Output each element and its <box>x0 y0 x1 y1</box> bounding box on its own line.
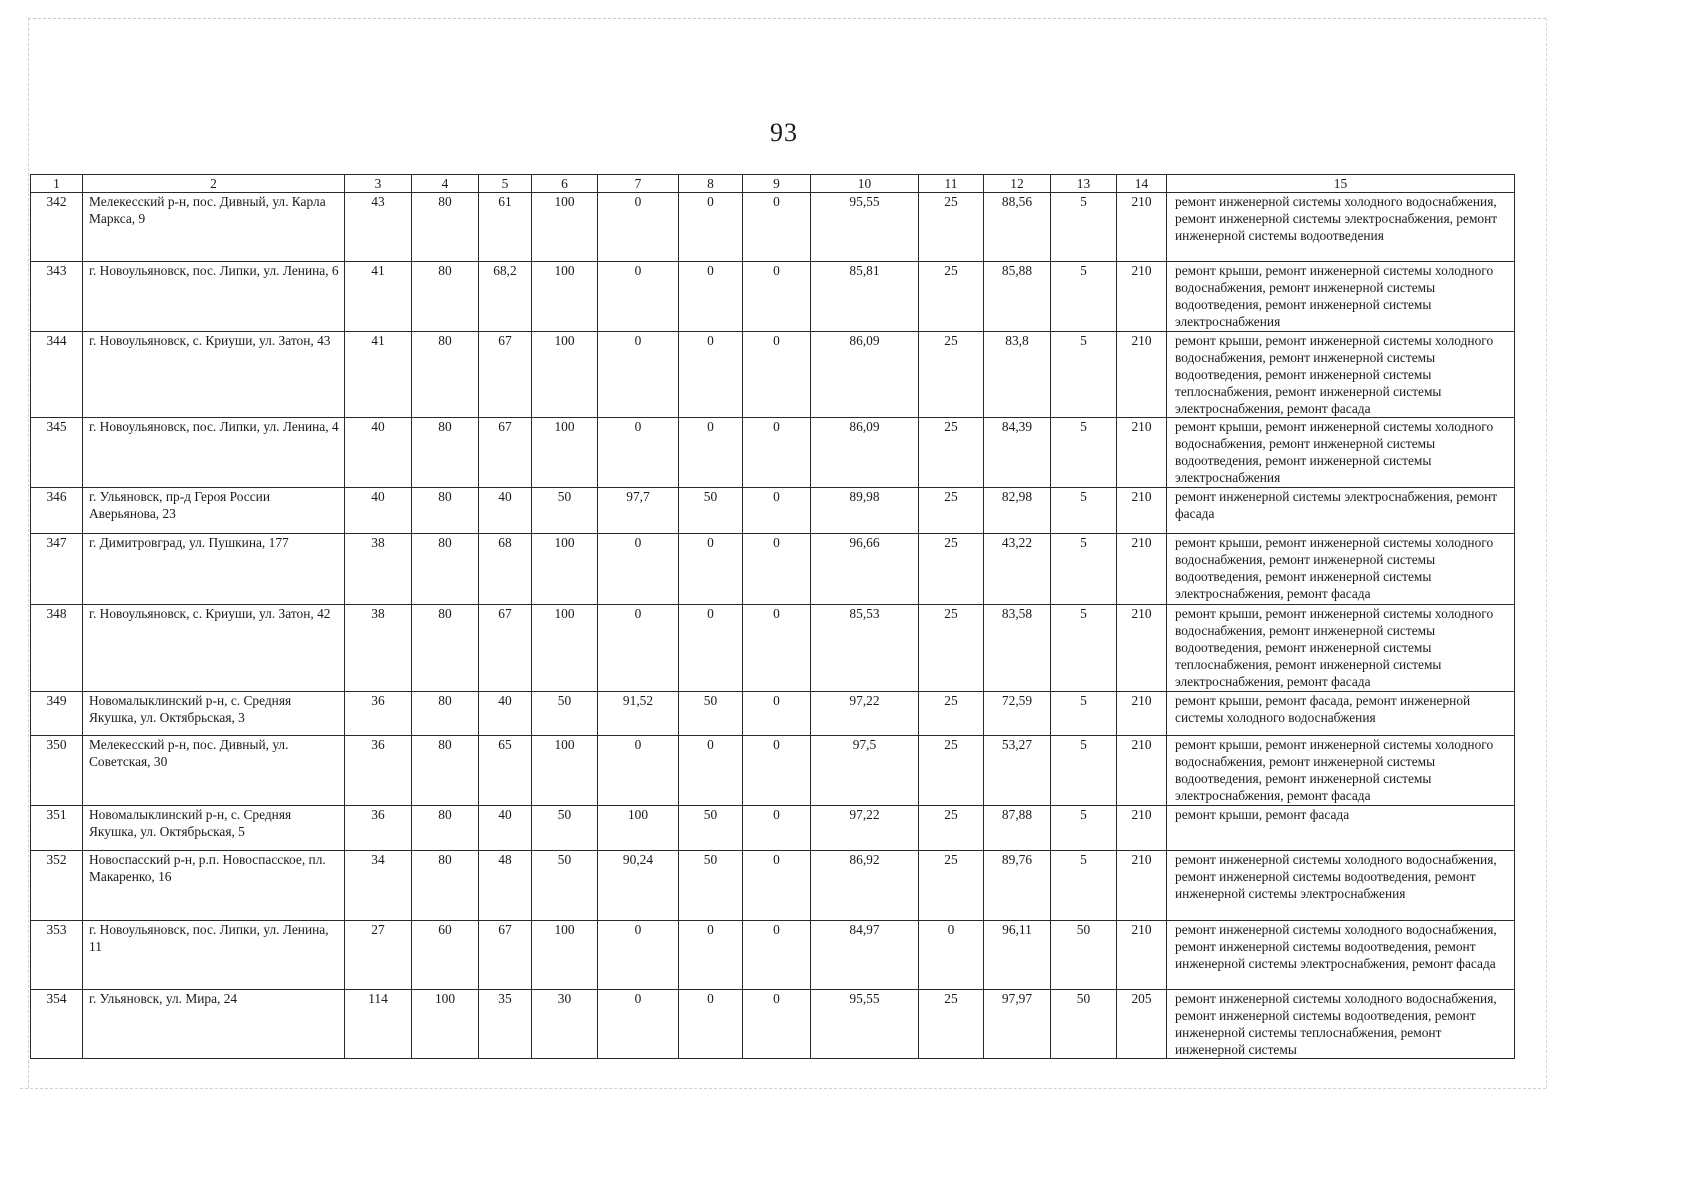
value-cell: 50 <box>679 488 743 534</box>
value-cell: 80 <box>412 534 479 605</box>
value-cell: 89,76 <box>984 851 1051 921</box>
address-cell: Мелекесский р-н, пос. Дивный, ул. Карла Маркса, 9 <box>83 193 345 262</box>
value-cell: 210 <box>1117 418 1167 488</box>
value-cell: 80 <box>412 806 479 851</box>
scan-border-left <box>28 18 29 1088</box>
value-cell: 100 <box>532 921 598 990</box>
value-cell: 91,52 <box>598 692 679 736</box>
value-cell: 40 <box>479 806 532 851</box>
value-cell: 95,55 <box>811 193 919 262</box>
value-cell: 82,98 <box>984 488 1051 534</box>
value-cell: 5 <box>1051 262 1117 332</box>
value-cell: 0 <box>679 736 743 806</box>
value-cell: 5 <box>1051 534 1117 605</box>
row-number: 342 <box>31 193 83 262</box>
address-cell: г. Ульяновск, пр-д Героя России Аверьянова, 23 <box>83 488 345 534</box>
value-cell: 0 <box>598 193 679 262</box>
value-cell: 100 <box>412 990 479 1059</box>
value-cell: 83,8 <box>984 332 1051 418</box>
value-cell: 40 <box>479 692 532 736</box>
value-cell: 210 <box>1117 736 1167 806</box>
row-number: 344 <box>31 332 83 418</box>
row-number: 346 <box>31 488 83 534</box>
value-cell: 210 <box>1117 605 1167 692</box>
value-cell: 72,59 <box>984 692 1051 736</box>
value-cell: 50 <box>1051 990 1117 1059</box>
value-cell: 89,98 <box>811 488 919 534</box>
value-cell: 80 <box>412 332 479 418</box>
table-row <box>31 262 1515 332</box>
value-cell: 5 <box>1051 806 1117 851</box>
value-cell: 0 <box>679 990 743 1059</box>
works-description-cell: ремонт крыши, ремонт фасада, ремонт инженерной системы холодного водоснабжения <box>1167 692 1515 736</box>
value-cell: 90,24 <box>598 851 679 921</box>
value-cell: 25 <box>919 736 984 806</box>
column-header: 1 <box>31 175 83 193</box>
value-cell: 0 <box>598 990 679 1059</box>
value-cell: 67 <box>479 921 532 990</box>
table-row <box>31 692 1515 736</box>
value-cell: 5 <box>1051 851 1117 921</box>
address-cell: Мелекесский р-н, пос. Дивный, ул. Советская, 30 <box>83 736 345 806</box>
value-cell: 25 <box>919 692 984 736</box>
value-cell: 25 <box>919 851 984 921</box>
table-row <box>31 851 1515 921</box>
table-row <box>31 736 1515 806</box>
row-number: 349 <box>31 692 83 736</box>
value-cell: 43,22 <box>984 534 1051 605</box>
value-cell: 41 <box>345 262 412 332</box>
value-cell: 25 <box>919 418 984 488</box>
value-cell: 80 <box>412 851 479 921</box>
value-cell: 95,55 <box>811 990 919 1059</box>
value-cell: 25 <box>919 262 984 332</box>
works-description-cell: ремонт инженерной системы холодного водоснабжения, ремонт инженерной системы водоотведения, ремонт инженерной системы теплоснабжения, ремонт инженерной системы <box>1167 990 1515 1059</box>
value-cell: 100 <box>532 262 598 332</box>
value-cell: 210 <box>1117 262 1167 332</box>
column-header: 9 <box>743 175 811 193</box>
works-description-cell: ремонт крыши, ремонт инженерной системы холодного водоснабжения, ремонт инженерной системы водоотведения, ремонт инженерной системы теплоснабжения, ремонт инженерной системы электроснабжения, ремонт фасада <box>1167 605 1515 692</box>
column-header: 8 <box>679 175 743 193</box>
table-row <box>31 605 1515 692</box>
value-cell: 38 <box>345 534 412 605</box>
value-cell: 50 <box>1051 921 1117 990</box>
value-cell: 43 <box>345 193 412 262</box>
value-cell: 0 <box>598 418 679 488</box>
value-cell: 0 <box>743 806 811 851</box>
value-cell: 25 <box>919 332 984 418</box>
value-cell: 97,22 <box>811 806 919 851</box>
column-header: 3 <box>345 175 412 193</box>
value-cell: 0 <box>743 262 811 332</box>
row-number: 347 <box>31 534 83 605</box>
value-cell: 36 <box>345 736 412 806</box>
value-cell: 0 <box>743 990 811 1059</box>
value-cell: 83,58 <box>984 605 1051 692</box>
row-number: 353 <box>31 921 83 990</box>
address-cell: Новомалыклинский р-н, с. Средняя Якушка, ул. Октябрьская, 3 <box>83 692 345 736</box>
value-cell: 210 <box>1117 534 1167 605</box>
value-cell: 100 <box>532 736 598 806</box>
value-cell: 0 <box>598 921 679 990</box>
value-cell: 53,27 <box>984 736 1051 806</box>
value-cell: 114 <box>345 990 412 1059</box>
value-cell: 68 <box>479 534 532 605</box>
value-cell: 68,2 <box>479 262 532 332</box>
value-cell: 96,66 <box>811 534 919 605</box>
value-cell: 210 <box>1117 488 1167 534</box>
value-cell: 27 <box>345 921 412 990</box>
column-header: 6 <box>532 175 598 193</box>
value-cell: 80 <box>412 736 479 806</box>
address-cell: г. Новоульяновск, пос. Липки, ул. Ленина, 6 <box>83 262 345 332</box>
value-cell: 0 <box>598 534 679 605</box>
column-header: 15 <box>1167 175 1515 193</box>
value-cell: 85,81 <box>811 262 919 332</box>
value-cell: 85,53 <box>811 605 919 692</box>
value-cell: 80 <box>412 193 479 262</box>
works-description-cell: ремонт инженерной системы холодного водоснабжения, ремонт инженерной системы водоотведения, ремонт инженерной системы электроснабжения, ремонт фасада <box>1167 921 1515 990</box>
value-cell: 5 <box>1051 332 1117 418</box>
value-cell: 0 <box>743 534 811 605</box>
scan-border-bottom <box>20 1088 1546 1089</box>
value-cell: 0 <box>679 193 743 262</box>
table-row <box>31 921 1515 990</box>
table-row <box>31 534 1515 605</box>
value-cell: 5 <box>1051 605 1117 692</box>
value-cell: 100 <box>532 193 598 262</box>
value-cell: 100 <box>532 418 598 488</box>
table-row <box>31 806 1515 851</box>
value-cell: 40 <box>479 488 532 534</box>
row-number: 345 <box>31 418 83 488</box>
value-cell: 100 <box>598 806 679 851</box>
value-cell: 0 <box>743 851 811 921</box>
works-description-cell: ремонт крыши, ремонт инженерной системы холодного водоснабжения, ремонт инженерной системы водоотведения, ремонт инженерной системы электроснабжения, ремонт фасада <box>1167 534 1515 605</box>
value-cell: 5 <box>1051 736 1117 806</box>
value-cell: 0 <box>598 605 679 692</box>
value-cell: 38 <box>345 605 412 692</box>
column-header: 12 <box>984 175 1051 193</box>
value-cell: 0 <box>743 736 811 806</box>
value-cell: 25 <box>919 605 984 692</box>
value-cell: 0 <box>743 692 811 736</box>
row-number: 354 <box>31 990 83 1059</box>
registry-table <box>30 174 1515 1059</box>
row-number: 350 <box>31 736 83 806</box>
value-cell: 96,11 <box>984 921 1051 990</box>
value-cell: 34 <box>345 851 412 921</box>
value-cell: 0 <box>743 605 811 692</box>
value-cell: 0 <box>919 921 984 990</box>
value-cell: 41 <box>345 332 412 418</box>
scan-border-top <box>28 18 1546 19</box>
value-cell: 0 <box>679 534 743 605</box>
column-header: 2 <box>83 175 345 193</box>
address-cell: г. Ульяновск, ул. Мира, 24 <box>83 990 345 1059</box>
value-cell: 88,56 <box>984 193 1051 262</box>
value-cell: 86,09 <box>811 332 919 418</box>
value-cell: 50 <box>679 851 743 921</box>
value-cell: 100 <box>532 605 598 692</box>
address-cell: г. Новоульяновск, с. Криуши, ул. Затон, 43 <box>83 332 345 418</box>
value-cell: 5 <box>1051 193 1117 262</box>
value-cell: 97,97 <box>984 990 1051 1059</box>
value-cell: 97,7 <box>598 488 679 534</box>
value-cell: 0 <box>679 921 743 990</box>
value-cell: 210 <box>1117 806 1167 851</box>
address-cell: Новомалыклинский р-н, с. Средняя Якушка, ул. Октябрьская, 5 <box>83 806 345 851</box>
value-cell: 0 <box>598 736 679 806</box>
value-cell: 5 <box>1051 692 1117 736</box>
column-header: 11 <box>919 175 984 193</box>
page-number: 93 <box>770 118 798 147</box>
value-cell: 84,97 <box>811 921 919 990</box>
row-number: 343 <box>31 262 83 332</box>
value-cell: 50 <box>532 851 598 921</box>
value-cell: 80 <box>412 418 479 488</box>
value-cell: 210 <box>1117 193 1167 262</box>
works-description-cell: ремонт крыши, ремонт инженерной системы холодного водоснабжения, ремонт инженерной системы водоотведения, ремонт инженерной системы электроснабжения <box>1167 418 1515 488</box>
value-cell: 80 <box>412 605 479 692</box>
value-cell: 67 <box>479 332 532 418</box>
scan-border-right <box>1546 18 1547 1088</box>
value-cell: 40 <box>345 418 412 488</box>
value-cell: 60 <box>412 921 479 990</box>
column-header: 13 <box>1051 175 1117 193</box>
address-cell: г. Новоульяновск, с. Криуши, ул. Затон, 42 <box>83 605 345 692</box>
address-cell: г. Димитровград, ул. Пушкина, 177 <box>83 534 345 605</box>
value-cell: 50 <box>679 806 743 851</box>
works-description-cell: ремонт инженерной системы электроснабжения, ремонт фасада <box>1167 488 1515 534</box>
value-cell: 65 <box>479 736 532 806</box>
value-cell: 25 <box>919 534 984 605</box>
works-description-cell: ремонт крыши, ремонт инженерной системы холодного водоснабжения, ремонт инженерной системы водоотведения, ремонт инженерной системы электроснабжения <box>1167 262 1515 332</box>
value-cell: 87,88 <box>984 806 1051 851</box>
value-cell: 0 <box>743 193 811 262</box>
value-cell: 80 <box>412 692 479 736</box>
value-cell: 84,39 <box>984 418 1051 488</box>
value-cell: 36 <box>345 692 412 736</box>
value-cell: 36 <box>345 806 412 851</box>
value-cell: 0 <box>679 262 743 332</box>
column-number-row <box>31 175 1515 193</box>
works-description-cell: ремонт крыши, ремонт инженерной системы холодного водоснабжения, ремонт инженерной системы водоотведения, ремонт инженерной системы электроснабжения, ремонт фасада <box>1167 736 1515 806</box>
address-cell: Новоспасский р-н, р.п. Новоспасское, пл. Макаренко, 16 <box>83 851 345 921</box>
value-cell: 30 <box>532 990 598 1059</box>
value-cell: 86,09 <box>811 418 919 488</box>
value-cell: 5 <box>1051 488 1117 534</box>
table-row <box>31 193 1515 262</box>
table-row <box>31 488 1515 534</box>
value-cell: 0 <box>598 262 679 332</box>
table-row <box>31 418 1515 488</box>
value-cell: 50 <box>679 692 743 736</box>
address-cell: г. Новоульяновск, пос. Липки, ул. Ленина, 11 <box>83 921 345 990</box>
value-cell: 50 <box>532 692 598 736</box>
works-description-cell: ремонт инженерной системы холодного водоснабжения, ремонт инженерной системы водоотведения, ремонт инженерной системы электроснабжения <box>1167 851 1515 921</box>
value-cell: 0 <box>743 488 811 534</box>
value-cell: 0 <box>679 605 743 692</box>
row-number: 352 <box>31 851 83 921</box>
address-cell: г. Новоульяновск, пос. Липки, ул. Ленина, 4 <box>83 418 345 488</box>
row-number: 348 <box>31 605 83 692</box>
value-cell: 100 <box>532 534 598 605</box>
works-description-cell: ремонт крыши, ремонт фасада <box>1167 806 1515 851</box>
value-cell: 100 <box>532 332 598 418</box>
column-header: 14 <box>1117 175 1167 193</box>
value-cell: 35 <box>479 990 532 1059</box>
value-cell: 210 <box>1117 921 1167 990</box>
value-cell: 50 <box>532 806 598 851</box>
value-cell: 210 <box>1117 332 1167 418</box>
value-cell: 0 <box>679 418 743 488</box>
column-header: 5 <box>479 175 532 193</box>
value-cell: 48 <box>479 851 532 921</box>
value-cell: 210 <box>1117 692 1167 736</box>
value-cell: 61 <box>479 193 532 262</box>
value-cell: 97,5 <box>811 736 919 806</box>
value-cell: 0 <box>743 921 811 990</box>
value-cell: 5 <box>1051 418 1117 488</box>
table-row <box>31 332 1515 418</box>
table-row <box>31 990 1515 1059</box>
value-cell: 85,88 <box>984 262 1051 332</box>
value-cell: 0 <box>598 332 679 418</box>
works-description-cell: ремонт инженерной системы холодного водоснабжения, ремонт инженерной системы электроснабжения, ремонт инженерной системы водоотведения <box>1167 193 1515 262</box>
value-cell: 67 <box>479 418 532 488</box>
value-cell: 67 <box>479 605 532 692</box>
value-cell: 210 <box>1117 851 1167 921</box>
works-description-cell: ремонт крыши, ремонт инженерной системы холодного водоснабжения, ремонт инженерной системы водоотведения, ремонт инженерной системы теплоснабжения, ремонт инженерной системы электроснабжения, ремонт фасада <box>1167 332 1515 418</box>
column-header: 7 <box>598 175 679 193</box>
value-cell: 0 <box>743 418 811 488</box>
value-cell: 80 <box>412 262 479 332</box>
value-cell: 40 <box>345 488 412 534</box>
column-header: 4 <box>412 175 479 193</box>
value-cell: 25 <box>919 806 984 851</box>
value-cell: 25 <box>919 990 984 1059</box>
value-cell: 86,92 <box>811 851 919 921</box>
value-cell: 0 <box>679 332 743 418</box>
column-header: 10 <box>811 175 919 193</box>
value-cell: 205 <box>1117 990 1167 1059</box>
value-cell: 0 <box>743 332 811 418</box>
value-cell: 50 <box>532 488 598 534</box>
value-cell: 80 <box>412 488 479 534</box>
value-cell: 25 <box>919 193 984 262</box>
row-number: 351 <box>31 806 83 851</box>
value-cell: 97,22 <box>811 692 919 736</box>
value-cell: 25 <box>919 488 984 534</box>
